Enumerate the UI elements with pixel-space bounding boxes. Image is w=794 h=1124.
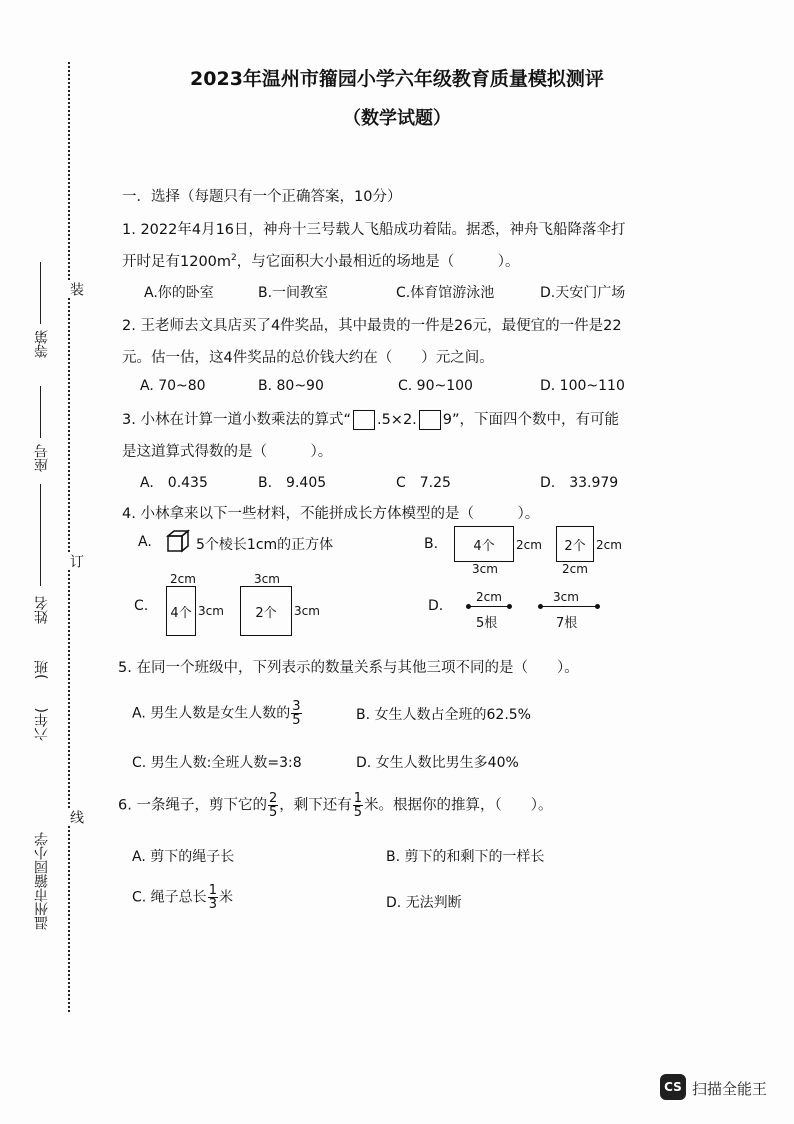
q6-option-c-fraction: $\frac{1}{3}$ xyxy=(208,883,217,912)
q6-line1 xyxy=(118,792,553,819)
bind-mark-ding: 订 xyxy=(68,554,84,568)
q4-c-rect-2-height: 3cm xyxy=(294,604,320,618)
q4-b-rect-1: 4个 xyxy=(454,526,514,562)
binding-dotted-line xyxy=(68,62,70,1012)
q4-d-seg-1-length: 2cm xyxy=(476,590,502,604)
q4-d-segment-2 xyxy=(540,606,598,607)
q4-c-rect-1-height: 3cm xyxy=(198,604,224,618)
q5-option-a[interactable] xyxy=(132,700,303,727)
q6-option-d[interactable]: D. 无法判断 xyxy=(386,895,462,911)
bind-mark-zhuang: 装 xyxy=(68,282,84,296)
q4-option-c-label[interactable]: C. xyxy=(134,598,149,614)
q1-option-b[interactable]: B.一间教室 xyxy=(258,285,329,301)
q6-option-c[interactable] xyxy=(132,884,233,911)
q4-line1: 4. 小林拿来以下一些材料，不能拼成长方体模型的是（ ）。 xyxy=(122,506,540,522)
q4-b-rect-2: 2个 xyxy=(556,526,594,562)
q4-option-d-label[interactable]: D. xyxy=(428,598,444,614)
q2-option-a[interactable]: A. 70~80 xyxy=(140,378,206,394)
q4-option-b-label[interactable]: B. xyxy=(424,536,439,552)
margin-class: 六年( )班 xyxy=(34,660,50,741)
q4-d-seg-1-count: 5根 xyxy=(476,616,498,631)
q5-line1: 5. 在同一个班级中，下列表示的数量关系与其他三项不同的是（ ）。 xyxy=(118,660,579,676)
q6-text-b: ，剩下还有 xyxy=(279,797,352,814)
q3-option-a[interactable]: A. 0.435 xyxy=(140,475,208,491)
q3-line1 xyxy=(122,408,619,430)
q4-c-rect-1: 4个 xyxy=(166,586,196,636)
q5-option-a-fraction: $\frac{3}{5}$ xyxy=(292,699,301,728)
margin-grade-label: 等第 xyxy=(34,330,50,358)
q1-line2 xyxy=(122,250,520,271)
q2-line1: 2. 王老师去文具店买了4件奖品，其中最贵的一件是26元，最便宜的一件是22 xyxy=(122,318,622,334)
q6-text-c: 米。根据你的推算，（ ）。 xyxy=(364,797,553,814)
cube-icon xyxy=(166,529,192,553)
q4-b-rect-1-width: 3cm xyxy=(472,562,498,576)
q3-text-a: 3. 小林在计算一道小数乘法的算式“ xyxy=(122,412,351,428)
q4-c-rect-2-width: 3cm xyxy=(254,572,280,586)
q4-option-a-label[interactable]: A. xyxy=(138,534,152,550)
margin-seat-label: 座号 xyxy=(34,444,50,472)
q2-option-c[interactable]: C. 90~100 xyxy=(398,378,473,394)
q1-option-a[interactable]: A.你的卧室 xyxy=(144,285,214,301)
q4-d-seg-2-count: 7根 xyxy=(556,616,578,631)
q6-option-c-text: C. 绳子总长 xyxy=(132,889,207,906)
margin-name-blank[interactable] xyxy=(40,484,41,586)
page-title: 2023年温州市籀园小学六年级教育质量模拟测评 xyxy=(190,68,604,90)
margin-grade-blank[interactable] xyxy=(40,262,41,324)
q1-line1: 1. 2022年4月16日，神舟十三号载人飞船成功着陆。据悉，神舟飞船降落伞打 xyxy=(122,222,626,238)
q5-option-c[interactable]: C. 男生人数:全班人数=3:8 xyxy=(132,755,302,771)
margin-seat-blank[interactable] xyxy=(40,386,41,438)
q1-option-c[interactable]: C.体育馆游泳池 xyxy=(396,285,495,301)
q4-b-rect-2-height: 2cm xyxy=(596,538,622,552)
q6-option-c-unit: 米 xyxy=(218,889,233,906)
q6-fraction-2: $\frac{1}{5}$ xyxy=(353,791,363,820)
q2-option-d[interactable]: D. 100~110 xyxy=(540,378,625,394)
margin-school: 温州市籀园小学 xyxy=(34,832,50,930)
q3-text-c: 9”，下面四个数中，有可能 xyxy=(442,412,620,428)
q2-option-b[interactable]: B. 80~90 xyxy=(258,378,324,394)
q6-fraction-1: $\frac{2}{5}$ xyxy=(268,791,278,820)
q5-option-d[interactable]: D. 女生人数比男生多40% xyxy=(356,755,519,771)
q4-c-rect-1-width: 2cm xyxy=(170,572,196,586)
q5-option-b[interactable]: B. 女生人数占全班的62.5% xyxy=(356,707,531,723)
q1-option-d[interactable]: D.天安门广场 xyxy=(540,285,626,301)
q5-option-a-text: A. 男生人数是女生人数的 xyxy=(132,705,291,722)
q6-text-a: 6. 一条绳子，剪下它的 xyxy=(118,797,267,814)
q3-option-c[interactable]: C 7.25 xyxy=(396,475,451,491)
q4-b-rect-1-height: 2cm xyxy=(516,538,542,552)
q3-line2: 是这道算式得数的是（ ）。 xyxy=(122,444,333,460)
margin-name-label: 姓名 xyxy=(34,596,50,624)
q4-d-seg-2-length: 3cm xyxy=(553,590,579,604)
q4-option-a-text: 5个棱长1cm的正方体 xyxy=(196,537,334,553)
camscanner-brand: 扫描全能王 xyxy=(692,1080,768,1098)
section-heading: 一．选择（每题只有一个正确答案，10分） xyxy=(122,189,402,205)
page-subtitle: （数学试题） xyxy=(343,108,451,129)
q3-text-b: .5×2. xyxy=(376,412,417,428)
q3-blank-box-1 xyxy=(353,410,375,430)
q2-line2: 元。估一估，这4件奖品的总价钱大约在（ ）元之间。 xyxy=(122,350,494,366)
camscanner-logo-icon: CS xyxy=(660,1074,686,1100)
q4-d-segment-1 xyxy=(468,606,510,607)
q1-superscript: 2 xyxy=(231,253,237,264)
q1-line2-text-b: ，与它面积大小最相近的场地是（ ）。 xyxy=(236,254,520,270)
q1-line2-text-a: 开时足有1200m xyxy=(122,254,232,270)
q4-c-rect-2: 2个 xyxy=(240,586,292,636)
q6-option-a[interactable]: A. 剪下的绳子长 xyxy=(132,849,235,865)
q3-option-d[interactable]: D. 33.979 xyxy=(540,475,619,491)
q3-blank-box-2 xyxy=(419,410,441,430)
bind-mark-xian: 线 xyxy=(68,810,84,824)
q4-b-rect-2-width: 2cm xyxy=(562,562,588,576)
q6-option-b[interactable]: B. 剪下的和剩下的一样长 xyxy=(386,849,545,865)
q3-option-b[interactable]: B. 9.405 xyxy=(258,475,327,491)
